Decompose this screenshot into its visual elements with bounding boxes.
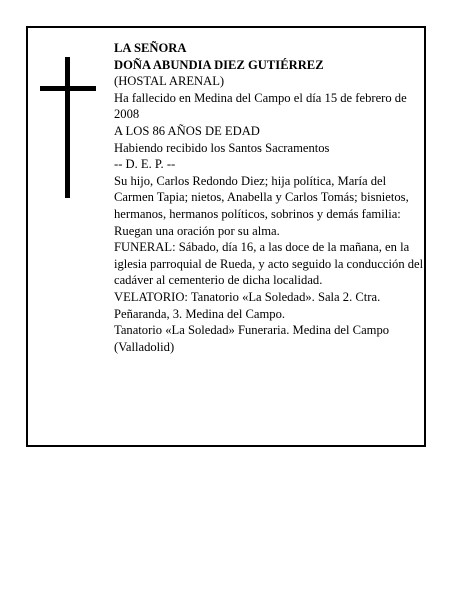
sacraments-line: Habiendo recibido los Santos Sacramentos xyxy=(114,140,330,155)
age-line: A LOS 86 AÑOS DE EDAD xyxy=(114,123,260,138)
deceased-business: (HOSTAL ARENAL) xyxy=(114,74,225,89)
cross-vertical-bar xyxy=(65,57,70,198)
funeral-home-line: Tanatorio «La Soledad» Funeraria. Medina del Campo (Valladolid) xyxy=(114,323,390,354)
death-statement: Ha fallecido en Medina del Campo el día 15 de febrero de 2008 xyxy=(114,90,407,122)
cross-horizontal-bar xyxy=(40,86,96,91)
deceased-name: DOÑA ABUNDIA DIEZ GUTIÉRREZ xyxy=(114,57,324,72)
family-line: Su hijo, Carlos Redondo Diez; hija política, María del Carmen Tapia; nietos, Anabella y Carlos Tomás; bisnietos, hermanos, hermanos políticos, sobrinos y demás familia: xyxy=(114,173,409,221)
wake-details: VELATORIO: Tanatorio «La Soledad». Sala 2. Ctra. Peñaranda, 3. Medina del Campo. xyxy=(114,289,381,321)
obituary-notice xyxy=(26,26,426,447)
notice-heading-title: LA SEÑORA xyxy=(114,41,187,55)
notice-text-block xyxy=(114,40,424,355)
funeral-details: FUNERAL: Sábado, día 16, a las doce de la mañana, en la iglesia parroquial de Rueda, y acto seguido la conducción del cadáver al cementerio de dicha localidad. xyxy=(114,240,424,288)
rip-line: -- D. E. P. -- xyxy=(114,157,176,172)
latin-cross-icon xyxy=(40,57,96,198)
prayer-request: Ruegan una oración por su alma. xyxy=(114,223,280,238)
